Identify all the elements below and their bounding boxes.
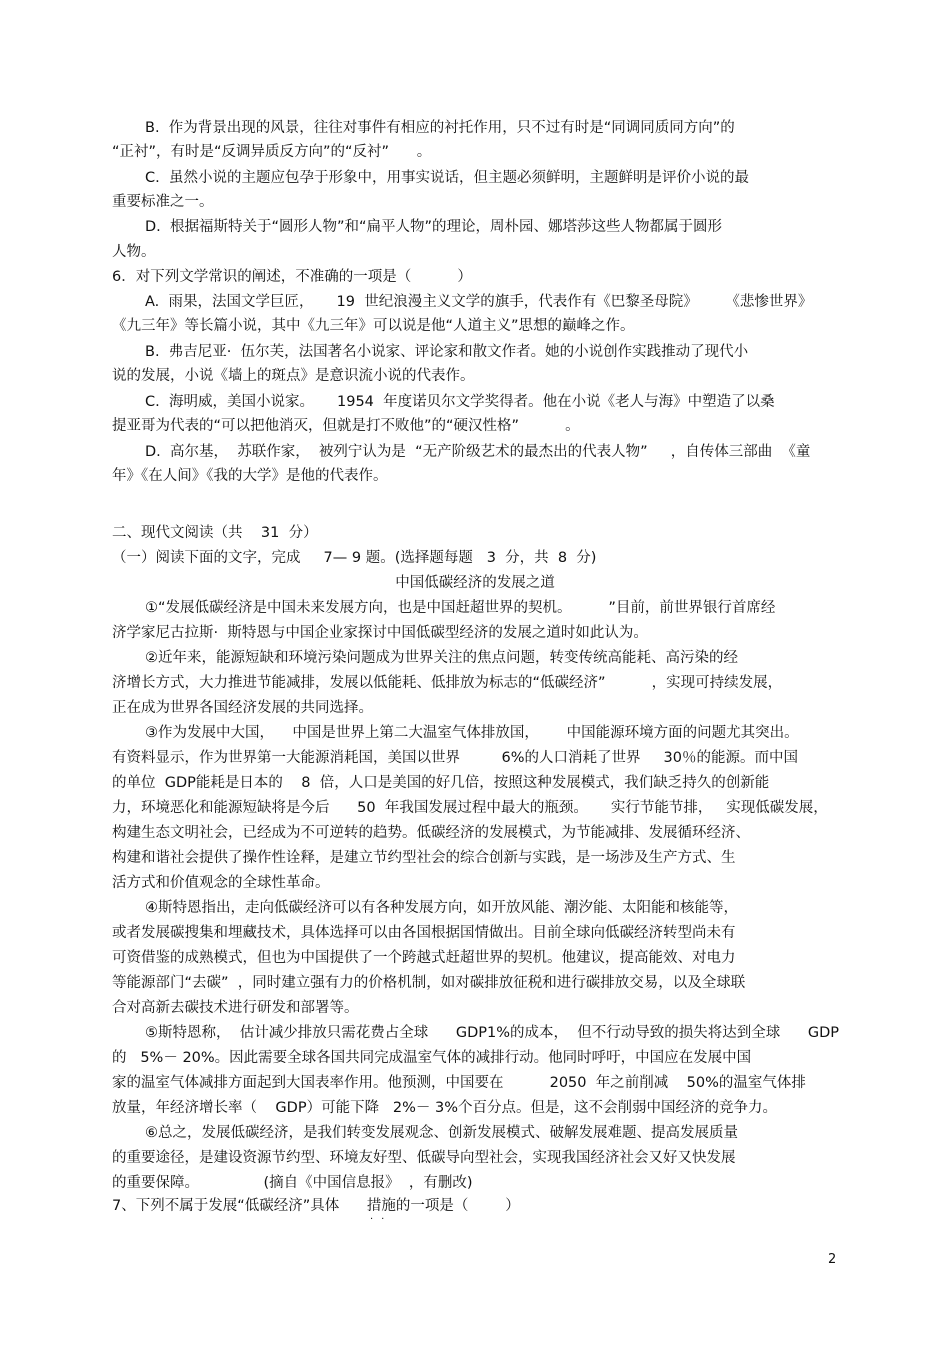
question-6-stem: 6．对下列文学常识的阐述，不准确的一项是（ ）: [112, 269, 472, 285]
text-line: 提亚哥为代表的“可以把他消灭，但就是打不败他”的“硬汉性格” 。: [112, 418, 580, 434]
text-line: 的 5%－ 20%。因此需要全球各国共同完成温室气体的减排行动。他同时呼吁，中国应在发展中国: [112, 1050, 752, 1066]
text-line: 说的发展，小说《墙上的斑点》是意识流小说的代表作。: [112, 368, 475, 384]
text-line: B. 作为背景出现的风景，往往对事件有相应的衬托作用，只不过有时是“同调同质同方向”的: [145, 120, 735, 136]
text-line: 力，环境恶化和能源短缺将是今后 50 年我国发展过程中最大的瓶颈。 实行节能节排， 实现低碳发展，: [112, 800, 828, 816]
page-number: 2: [828, 1252, 837, 1267]
text-line: 济学家尼古拉斯· 斯特恩与中国企业家探讨中国低碳型经济的发展之道时如此认为。: [112, 625, 648, 641]
text-line: ③作为发展中大国， 中国是世界上第二大温室气体排放国， 中国能源环境方面的问题尤其突出。: [145, 725, 799, 741]
text-line: 年》《在人间》《我的大学》是他的代表作。: [112, 468, 388, 484]
text-line: ⑤斯特恩称， 估计减少排放只需花费占全球 GDP1%的成本， 但不行动导致的损失将达到全球 GDP: [145, 1025, 840, 1041]
text-line: ①“发展低碳经济是中国未来发展方向，也是中国赶超世界的契机。 ”目前，前世界银行首席经: [145, 600, 776, 616]
text-line: 重要标准之一。: [112, 194, 214, 210]
text-line: 合对高新去碳技术进行研发和部署等。: [112, 1000, 359, 1016]
text-line: 构建生态文明社会，已经成为不可逆转的趋势。低碳经济的发展模式，为节能减排、发展循环经济、: [112, 825, 750, 841]
text-line: ⑥总之，发展低碳经济，是我们转变发展观念、创新发展模式、破解发展难题、提高发展质量: [145, 1125, 738, 1141]
text-line: 的重要途径，是建设资源节约型、环境友好型、低碳导向型社会，实现我国经济社会又好又快发展: [112, 1150, 736, 1166]
text-line: 活方式和价值观念的全球性革命。: [112, 875, 330, 891]
subsection-heading: （一）阅读下面的文字，完成 7— 9 题。(选择题每题 3 分，共 8 分): [112, 550, 597, 566]
text-line: 济增长方式，大力推进节能减排，发展以低能耗、低排放为标志的“低碳经济” ，实现可持续发展，: [112, 675, 783, 691]
text-line: 可资借鉴的成熟模式，但也为中国提供了一个跨越式赶超世界的契机。他建议，提高能效、对电力: [112, 950, 736, 966]
emphasis-dots: ··: [370, 1214, 393, 1225]
text-line: A. 雨果，法国文学巨匠， 19 世纪浪漫主义文学的旗手，代表作有《巴黎圣母院》 《悲惨世界》: [145, 294, 813, 310]
text-line: 或者发展碳搜集和埋藏技术，具体选择可以由各国根据国情做出。目前全球向低碳经济转型尚未有: [112, 925, 736, 941]
text-line: ②近年来，能源短缺和环境污染问题成为世界关注的焦点问题，转变传统高能耗、高污染的经: [145, 650, 738, 666]
section-heading: 二、现代文阅读（共 31 分）: [112, 525, 318, 541]
question-7-stem: 7、下列不属于发展“低碳经济”具体 措施的一项是（ ）: [112, 1198, 520, 1214]
text-line: 的单位 GDP能耗是日本的 8 倍，人口是美国的好几倍，按照这种发展模式，我们缺乏持久的创新能: [112, 775, 770, 791]
text-line: D. 根据福斯特关于“圆形人物”和“扁平人物”的理论，周朴园、娜塔莎这些人物都属于圆形: [145, 219, 723, 235]
article-title: 中国低碳经济的发展之道: [395, 575, 555, 591]
text-line: “正衬”，有时是“反调异质反方向”的“反衬” 。: [112, 144, 432, 160]
text-line: ④斯特恩指出，走向低碳经济可以有各种发展方向，如开放风能、潮汐能、太阳能和核能等，: [145, 900, 738, 916]
text-line: D. 高尔基， 苏联作家， 被列宁认为是 “无产阶级艺术的最杰出的代表人物” ，自传体三部曲 《童: [145, 444, 811, 460]
text-line: 《九三年》等长篇小说，其中《九三年》可以说是他“人道主义”思想的巅峰之作。: [112, 318, 635, 334]
text-line: B. 弗吉尼亚· 伍尔芙，法国著名小说家、评论家和散文作者。她的小说创作实践推动了现代小: [145, 344, 749, 360]
text-line: 正在成为世界各国经济发展的共同选择。: [112, 700, 373, 716]
text-line: 放量，年经济增长率（ GDP）可能下降 2%－ 3%个百分点。但是，这不会削弱中国经济的竞争力。: [112, 1100, 778, 1116]
text-line: 家的温室气体减排方面起到大国表率作用。他预测，中国要在 2050 年之前削减 50%的温室气体排: [112, 1075, 806, 1091]
text-line: C. 虽然小说的主题应包孕于形象中，用事实说话，但主题必须鲜明，主题鲜明是评价小说的最: [145, 170, 749, 186]
text-line: C. 海明威，美国小说家。 1954 年度诺贝尔文学奖得者。他在小说《老人与海》中塑造了以桑: [145, 394, 775, 410]
text-line: 有资料显示，作为世界第一大能源消耗国，美国以世界 6%的人口消耗了世界 30％的能源。而中国: [112, 750, 798, 766]
text-line: 等能源部门“去碳” ，同时建立强有力的价格机制，如对碳排放征税和进行碳排放交易，以及全球联: [112, 975, 746, 991]
text-line: 人物。: [112, 244, 156, 260]
source-citation: 的重要保障。 (摘自《中国信息报》 ，有删改): [112, 1175, 473, 1191]
text-line: 构建和谐社会提供了操作性诠释，是建立节约型社会的综合创新与实践，是一场涉及生产方式、生: [112, 850, 736, 866]
